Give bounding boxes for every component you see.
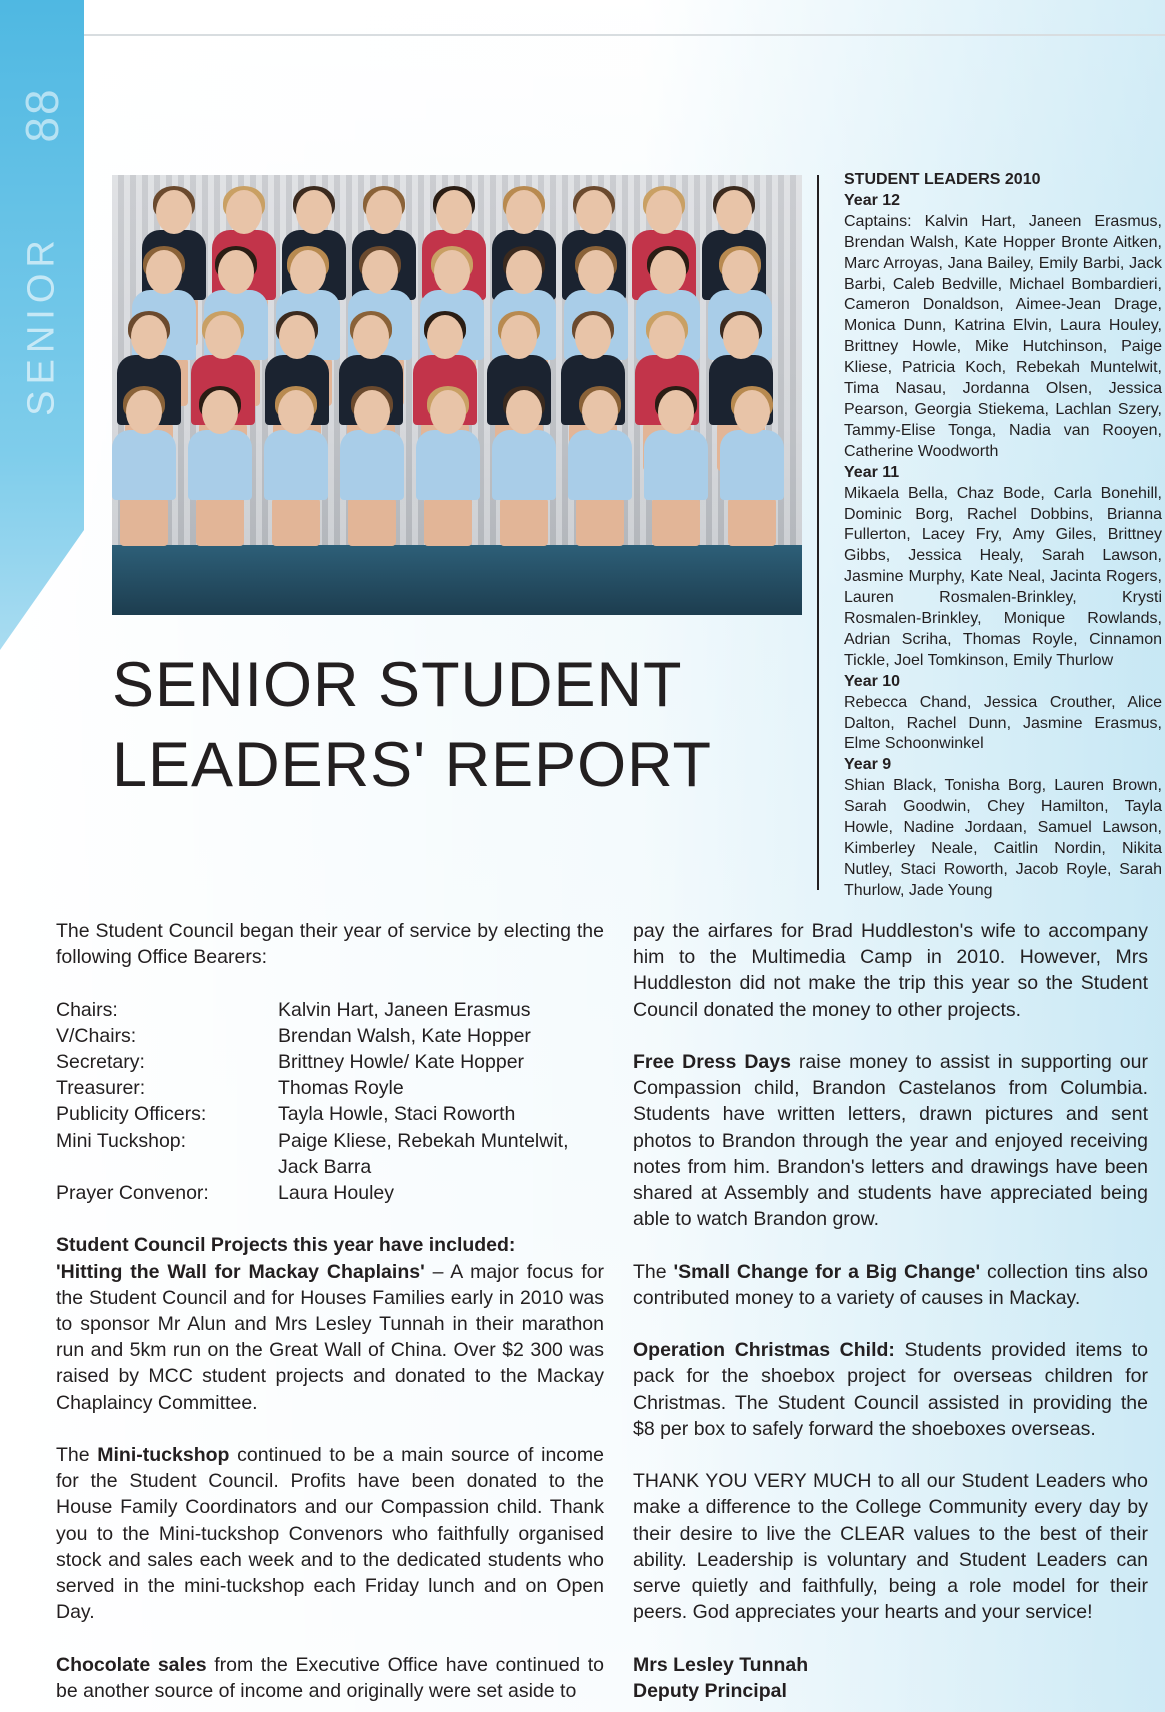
free-dress-paragraph: [633, 1049, 1148, 1232]
leaders-heading: STUDENT LEADERS 2010: [844, 171, 1041, 188]
year-heading: Year 12: [844, 191, 901, 209]
leaders-group-year-12: [844, 191, 1162, 463]
signature-name: Mrs Lesley Tunnah: [633, 1653, 809, 1676]
projects-paragraph: [56, 1232, 604, 1415]
title-line-1: SENIOR STUDENT: [112, 650, 683, 720]
mini-tuckshop-paragraph: [56, 1442, 604, 1625]
thanks-paragraph: THANK YOU VERY MUCH to all our Student Leaders who make a difference to the College Community every day by their desire to live the CLEAR values to the best of their ability. Leadership is voluntary and Student Leaders can serve quietly and faithfully, being a role model for their peers. God appreciates your hearts and your service!: [633, 1470, 1148, 1624]
wall-project-text: – A major focus for the Student Council and for Houses Families early in 2010 was to sponsor Mr Alun and Mrs Lesley Tunnah in their marathon run and 5km run on the Great Wall of China. Over $2 300 was raised by MCC student projects and donated to the Mackay Chaplaincy Committee.: [56, 1260, 604, 1414]
wall-project-title: 'Hitting the Wall for Mackay Chaplains': [56, 1260, 425, 1283]
chocolate-sales-title: Chocolate sales: [56, 1653, 207, 1676]
title-line-2: LEADERS' REPORT: [112, 730, 713, 800]
intro-paragraph: The Student Council began their year of service by electing the following Office Bearers:: [56, 920, 604, 969]
office-row: [56, 1075, 604, 1101]
student-figure: [264, 390, 328, 550]
student-figure: [112, 390, 176, 550]
spacer: [633, 1311, 1148, 1337]
office-role: V/Chairs:: [56, 1024, 137, 1047]
office-role: Chairs:: [56, 998, 118, 1021]
year-names: Mikaela Bella, Chaz Bode, Carla Bonehill, Dominic Borg, Rachel Dobbins, Brianna Fullerton, Lacey Fry, Amy Giles, Brittney Gibbs, Jessica Healy, Sarah Lawson, Jasmine Murphy, Kate Neal, Jacinta Rogers, Lauren Rosmalen-Brinkley, Krysti Rosmalen-Brinkley, Monique Rowlands, Adrian Scriha, Thomas Royle, Cinnamon Tickle, Joel Tomkinson, Emily Thurlow: [844, 484, 1162, 669]
small-change-title: 'Small Change for a Big Change': [673, 1260, 981, 1283]
chocolate-sales-text: from the Executive Office have continued to be another source of income and originally were set aside to: [56, 1653, 604, 1702]
office-row: [56, 1023, 604, 1049]
projects-heading: Student Council Projects this year have included:: [56, 1234, 516, 1257]
year-heading: Year 11: [844, 463, 900, 481]
office-role: Prayer Convenor:: [56, 1182, 209, 1205]
small-change-text: collection tins also contributed money to a variety of causes in Mackay.: [633, 1260, 1149, 1309]
student-figure: [340, 390, 404, 550]
year-names: Shian Black, Tonisha Borg, Lauren Brown, Sarah Goodwin, Chey Hamilton, Tayla Howle, Nadine Jordaan, Samuel Lawson, Kimberley Neale, Caitlin Nordin, Nikita Nutley, Staci Roworth, Jacob Royle, Sarah Thurlow, Jade Young: [844, 777, 1162, 899]
student-figure: [492, 390, 556, 550]
year-heading: Year 9: [844, 756, 892, 774]
office-row: [56, 997, 604, 1023]
leaders-group-year-11: [844, 463, 1162, 672]
mini-tuckshop-title: Mini-tuckshop: [97, 1444, 230, 1467]
chocolate-sales-paragraph: [56, 1652, 604, 1704]
spacer: [56, 1206, 604, 1232]
office-names: Kalvin Hart, Janeen Erasmus: [278, 998, 531, 1021]
office-role: Secretary:: [56, 1051, 145, 1073]
operation-christmas-title: Operation Christmas Child:: [633, 1339, 895, 1362]
student-figure: [644, 390, 708, 550]
student-leaders-list: [844, 170, 1162, 902]
year-names: Rebecca Chand, Jessica Crouther, Alice Dalton, Rachel Dunn, Jasmine Erasmus, Elme Schoonwinkel: [844, 693, 1162, 753]
spacer: [633, 1023, 1148, 1049]
mini-tuckshop-text: continued to be a main source of income for the Student Council. Profits have been donated to the House Family Coordinators and our Compassion child. Thank you to the Mini-tuckshop Convenors who faithfully organised stock and sales each week and to the dedicated students who served in the mini-tuckshop each Friday lunch and on Open Day.: [56, 1444, 604, 1624]
office-role: Treasurer:: [56, 1077, 146, 1100]
office-names: Brendan Walsh, Kate Hopper: [278, 1024, 531, 1047]
leaders-divider: [817, 175, 819, 890]
mini-prefix: The: [56, 1444, 98, 1467]
year-heading: Year 10: [844, 672, 901, 690]
spacer: [633, 1232, 1148, 1258]
body-column-right: [633, 918, 1148, 1704]
small-change-prefix: The: [633, 1260, 674, 1283]
spacer: [633, 1442, 1148, 1468]
office-row: [56, 1101, 604, 1127]
office-names: Laura Houley: [278, 1182, 394, 1205]
year-names: Captains: Kalvin Hart, Janeen Erasmus, Brendan Walsh, Kate Hopper Bronte Aitken, Marc Arroyas, Jana Bailey, Emily Barbi, Jack Barbi, Caleb Bedville, Michael Bombardieri, Cameron Donaldson, Aimee-Jean Drage, Monica Dunn, Katrina Elvin, Laura Houley, Brittney Howle, Mike Hutchinson, Paige Kliese, Patricia Koch, Rebekah Muntelwit, Tima Nasau, Jordanna Olsen, Jessica Pearson, Georgia Stiekema, Lachlan Szery, Tammy-Elise Tonga, Nadia van Rooyen, Catherine Woodworth: [844, 212, 1162, 460]
spacer: [56, 1625, 604, 1651]
office-row: [56, 1128, 604, 1180]
spacer: [56, 1416, 604, 1442]
body-column-left: [56, 918, 604, 1704]
student-figure: [416, 390, 480, 550]
section-tag: SENIOR: [20, 234, 63, 416]
office-names: Paige Kliese, Rebekah Muntelwit, Jack Barra: [278, 1129, 569, 1178]
student-figure: [568, 390, 632, 550]
group-photo: [112, 175, 802, 615]
office-row: [56, 1049, 604, 1075]
operation-christmas-text: Students provided items to pack for the shoebox project for overseas children for Christmas. The Student Council assisted in providing the $8 per box to safely forward the shoeboxes overseas.: [633, 1339, 1148, 1440]
spacer: [633, 1625, 1148, 1651]
operation-christmas-paragraph: [633, 1337, 1148, 1442]
spacer: [56, 970, 604, 996]
free-dress-text: raise money to assist in supporting our Compassion child, Brandon Castelanos from Columbia. Students have written letters, drawn pictures and sent photos to Brandon through the year and enjoyed receiving notes from him. Brandon's letters and drawings have been shared at Assembly and students have appreciated being able to watch Brandon grow.: [633, 1051, 1148, 1231]
student-figure: [720, 390, 784, 550]
office-names: Tayla Howle, Staci Roworth: [278, 1103, 516, 1126]
office-names: Brittney Howle/ Kate Hopper: [278, 1051, 525, 1073]
small-change-paragraph: [633, 1259, 1148, 1311]
page-number: 88: [16, 87, 68, 143]
office-bearers-list: [56, 997, 604, 1207]
student-figure: [188, 390, 252, 550]
free-dress-title: Free Dress Days: [633, 1051, 791, 1073]
photo-floor: [112, 545, 802, 615]
office-row: [56, 1180, 604, 1206]
continued-paragraph: pay the airfares for Brad Huddleston's wife to accompany him to the Multimedia Camp in 2010. However, Mrs Huddleston did not make the trip this year so the Student Council donated the money to other projects.: [633, 920, 1148, 1021]
office-names: Thomas Royle: [278, 1077, 404, 1100]
leaders-group-year-9: [844, 755, 1162, 901]
leaders-group-year-10: [844, 672, 1162, 756]
office-role: Publicity Officers:: [56, 1103, 207, 1126]
signature-title: Deputy Principal: [633, 1679, 787, 1702]
signature: [633, 1652, 1148, 1704]
office-role: Mini Tuckshop:: [56, 1129, 187, 1152]
top-rule: [84, 34, 1165, 36]
page-title: [112, 645, 752, 805]
